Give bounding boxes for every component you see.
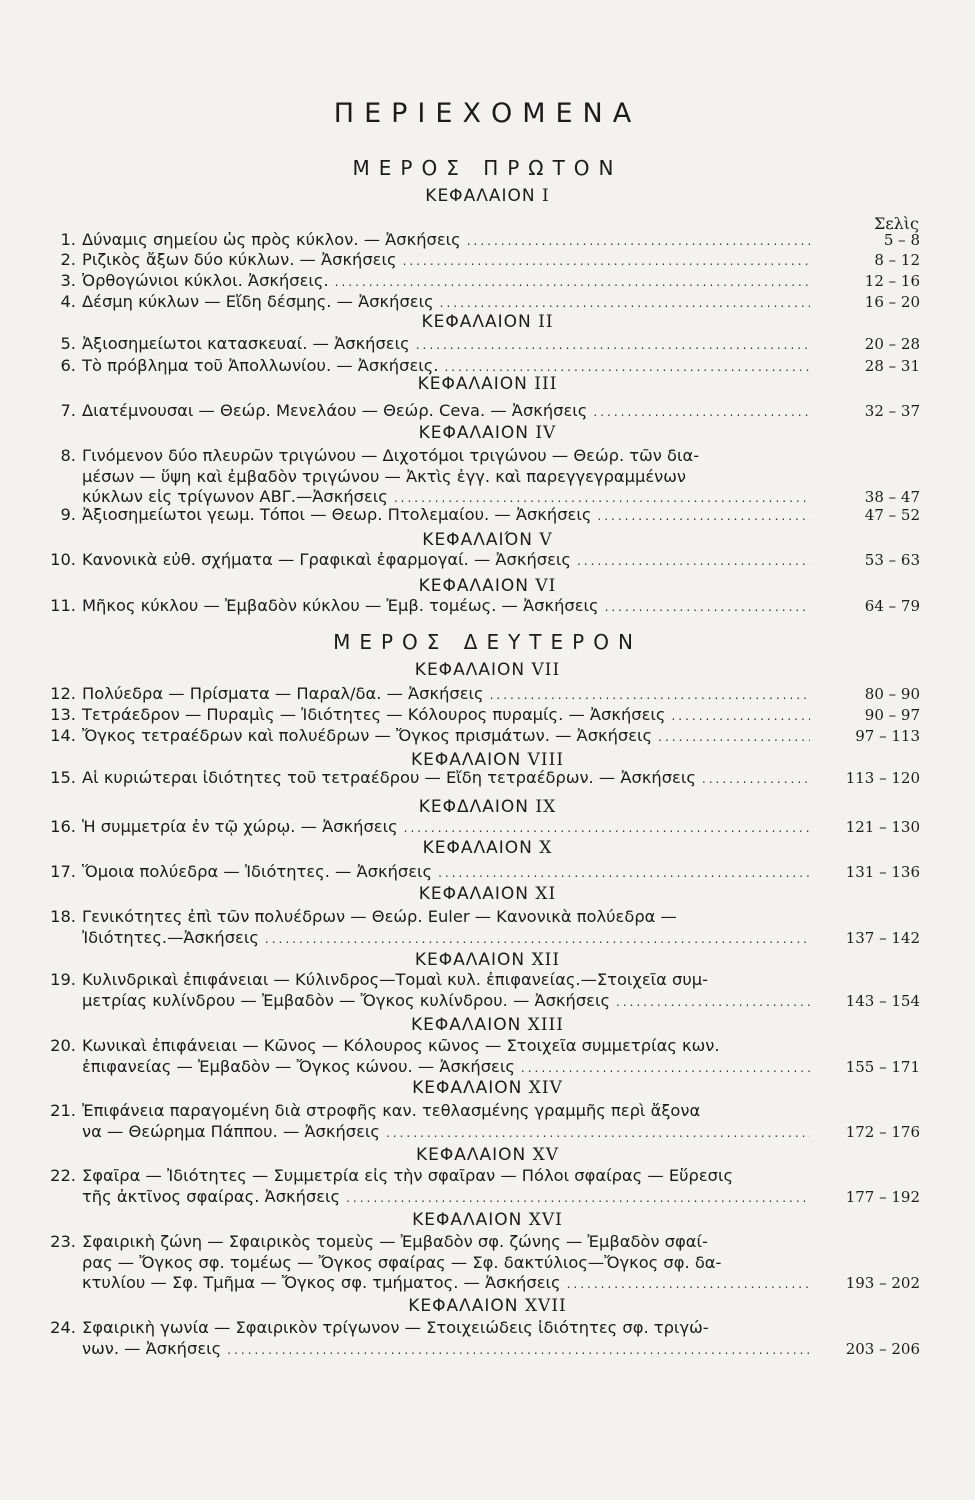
entry-number: 9.	[60, 505, 76, 524]
dot-leader	[438, 863, 810, 884]
chapter-heading	[0, 1145, 975, 1165]
dot-leader	[597, 506, 810, 527]
dot-leader	[416, 335, 810, 356]
chapter-label: ΚΕΦΑΛΑΙΟΝ	[411, 1015, 528, 1035]
dot-leader	[467, 231, 810, 252]
entry-text: κύκλων εἰς τρίγωνον ΑΒΓ.—Ἀσκήσεις	[82, 487, 388, 507]
entry-pages: 12 – 16	[864, 272, 920, 290]
entry-text: ἐπιφανείας — Ἐμβαδὸν — Ὄγκος κώνου. — Ἀσκήσεις	[82, 1056, 515, 1076]
chapter-heading	[0, 530, 975, 550]
chapter-roman-numeral: I	[541, 186, 550, 206]
toc-entry	[40, 1166, 920, 1207]
entry-number: 8.	[60, 446, 76, 465]
entry-pages: 16 – 20	[864, 293, 920, 311]
chapter-roman-numeral: IX	[535, 797, 557, 817]
entry-number: 20.	[50, 1036, 76, 1055]
entry-text: Ἀξιοσημείωτοι κατασκευαί. — Ἀσκήσεις	[82, 334, 410, 353]
chapter-roman-numeral: XIV	[528, 1078, 563, 1098]
toc-entry	[40, 907, 920, 948]
chapter-roman-numeral: XV	[532, 1145, 560, 1165]
entry-pages: 5 – 8	[883, 231, 920, 249]
entry-text: κτυλίου — Σφ. Τμῆμα — Ὄγκος σφ. τμήματος. — Ἀσκήσεις	[82, 1273, 561, 1293]
toc-entry	[40, 356, 920, 377]
chapter-heading	[0, 797, 975, 817]
entry-pages: 177 – 192	[845, 1187, 920, 1206]
entry-number: 18.	[50, 907, 76, 926]
toc-entry	[40, 817, 920, 838]
entry-pages: 113 – 120	[845, 769, 920, 787]
toc-entry	[40, 768, 920, 789]
dot-leader	[346, 1188, 810, 1209]
entry-number: 12.	[50, 684, 76, 703]
entry-text: Δέσμη κύκλων — Εἴδη δέσμης. — Ἀσκήσεις	[82, 292, 434, 311]
chapter-label: ΚΕΦΔΛΑΙΟΝ	[418, 797, 536, 817]
chapter-roman-numeral: XVII	[524, 1296, 567, 1316]
entry-pages: 155 – 171	[845, 1057, 920, 1076]
dot-leader	[593, 402, 810, 423]
chapter-heading	[0, 186, 975, 206]
entry-text: Γινόμενον δύο πλευρῶν τριγώνου — Διχοτόμοι τριγώνου — Θεώρ. τῶν δια-	[82, 446, 700, 465]
dot-leader	[567, 1274, 810, 1295]
toc-entry	[40, 334, 920, 355]
entry-text: Κανονικὰ εὐθ. σχήματα — Γραφικαὶ ἐφαρμογαί. — Ἀσκήσεις	[82, 550, 571, 569]
toc-entry	[40, 1318, 920, 1359]
toc-entry	[40, 446, 920, 508]
toc-entry	[40, 970, 920, 1011]
chapter-heading	[0, 312, 975, 332]
entry-number: 22.	[50, 1166, 76, 1185]
dot-leader	[702, 769, 810, 790]
entry-text: Ἀξιοσημείωτοι γεωμ. Τόποι — Θεωρ. Πτολεμαίου. — Ἀσκήσεις	[82, 505, 592, 524]
entry-number: 24.	[50, 1318, 76, 1337]
entry-text: Διατέμνουσαι — Θεώρ. Μενελάου — Θεώρ. Ceva. — Ἀσκήσεις	[82, 401, 588, 420]
entry-number: 21.	[50, 1101, 76, 1120]
chapter-heading	[0, 423, 975, 443]
entry-text: Ὀρθογώνιοι κύκλοι. Ἀσκήσεις.	[82, 271, 329, 290]
toc-entry	[40, 1232, 920, 1294]
chapter-label: ΚΕΦΑΛΑΙΟΝ	[412, 1078, 529, 1098]
entry-pages: 38 – 47	[864, 488, 920, 507]
toc-entry	[40, 596, 920, 617]
entry-text: νων. — Ἀσκήσεις	[82, 1338, 222, 1358]
entry-number: 15.	[50, 768, 76, 787]
entry-number: 4.	[60, 292, 76, 311]
page-title: ΠΕΡΙΕΧΟΜΕΝΑ	[333, 98, 642, 129]
entry-number: 7.	[60, 401, 76, 420]
entry-text: Ἐπιφάνεια παραγομένη διὰ στροφῆς καν. τεθλασμένης γραμμῆς περὶ ἄξονα	[82, 1101, 701, 1120]
dot-leader	[265, 929, 810, 950]
entry-text: Σφαιρικὴ ζώνη — Σφαιρικὸς τομεὺς — Ἐμβαδὸν σφ. ζώνης — Ἐμβαδὸν σφαί-	[82, 1232, 708, 1251]
entry-pages: 28 – 31	[864, 357, 920, 375]
entry-text: Σφαῖρα — Ἰδιότητες — Συμμετρία εἰς τὴν σφαῖραν — Πόλοι σφαίρας — Εὕρεσις	[82, 1166, 734, 1185]
toc-entry	[40, 726, 920, 747]
entry-text: Κωνικαὶ ἐπιφάνειαι — Κῶνος — Κόλουρος κῶνος — Στοιχεῖα συμμετρίας κων.	[82, 1036, 720, 1055]
toc-entry	[40, 684, 920, 705]
chapter-heading	[0, 1015, 975, 1035]
entry-pages: 97 – 113	[855, 727, 920, 745]
chapter-roman-numeral: XII	[531, 950, 561, 970]
dot-leader	[490, 685, 810, 706]
dot-leader	[671, 706, 810, 727]
toc-entry	[40, 1036, 920, 1077]
entry-text: ρας — Ὄγκος σφ. τομέως — Ὄγκος σφαίρας — Σφ. δακτύλιος—Ὄγκος σφ. δα-	[82, 1252, 722, 1272]
entry-text: Αἱ κυριώτεραι ἰδιότητες τοῦ τετραέδρου — Εἴδη τετραέδρων. — Ἀσκήσεις	[82, 768, 696, 787]
dot-leader	[440, 293, 810, 314]
toc-entry	[40, 862, 920, 883]
chapter-label: ΚΕΦΑΛΑΙΟΝ	[414, 660, 532, 680]
entry-number: 1.	[60, 230, 76, 249]
chapter-roman-numeral: III	[534, 374, 558, 394]
chapter-roman-numeral: IV	[535, 423, 557, 443]
entry-text: Γενικότητες ἐπὶ τῶν πολυέδρων — Θεώρ. Euler — Κανονικὰ πολύεδρα —	[82, 907, 677, 926]
entry-text: Ὅμοια πολύεδρα — Ἰδιότητες. — Ἀσκήσεις	[82, 862, 433, 881]
toc-entry	[40, 230, 920, 251]
entry-number: 11.	[50, 596, 76, 615]
dot-leader	[404, 818, 810, 839]
entry-text: Ἡ συμμετρία ἐν τῷ χώρῳ. — Ἀσκήσεις	[82, 817, 398, 836]
chapter-heading	[0, 884, 975, 904]
entry-pages: 47 – 52	[864, 506, 920, 524]
chapter-heading	[0, 660, 975, 680]
entry-number: 5.	[60, 334, 76, 353]
entry-pages: 8 – 12	[874, 251, 920, 269]
entry-text: Ριζικὸς ἄξων δύο κύκλων. — Ἀσκήσεις	[82, 250, 397, 269]
entry-text: τῆς ἀκτῖνος σφαίρας. Ἀσκήσεις	[82, 1186, 341, 1206]
part-two-heading: ΜΕΡΟΣ ΔΕΥΤΕΡΟΝ	[333, 630, 642, 654]
chapter-label: ΚΕΦΑΛΑΙΟΝ	[417, 374, 535, 394]
entry-pages: 20 – 28	[864, 335, 920, 353]
toc-entry	[40, 1101, 920, 1142]
pages-column-header: Σελὶς	[874, 214, 919, 233]
entry-text: Μῆκος κύκλου — Ἐμβαδὸν κύκλου — Ἐμβ. τομέως. — Ἀσκήσεις	[82, 596, 599, 615]
chapter-label: ΚΕΦΑΛΑΙΟΝ	[418, 576, 536, 596]
chapter-label: ΚΕΦΑΛΑΙΟΝ	[422, 838, 540, 858]
entry-number: 14.	[50, 726, 76, 745]
entry-text: Κυλινδρικαὶ ἐπιφάνειαι — Κύλινδρος—Τομαὶ κυλ. ἐπιφανείας.—Στοιχεῖα συμ-	[82, 970, 709, 989]
toc-entry	[40, 292, 920, 313]
chapter-roman-numeral: VI	[535, 576, 557, 596]
chapter-roman-numeral: XVI	[528, 1210, 563, 1230]
entry-pages: 131 – 136	[845, 863, 920, 881]
chapter-label: ΚΕΦΑΛΑΙΌΝ	[422, 530, 540, 550]
chapter-label: ΚΕΦΑΛΑΙΟΝ	[418, 884, 536, 904]
chapter-roman-numeral: VIII	[527, 750, 565, 770]
dot-leader	[521, 1058, 810, 1079]
chapter-label: ΚΕΦΑΛΑΙΟΝ	[408, 1296, 525, 1316]
dot-leader	[335, 272, 810, 293]
entry-text: Σφαιρικὴ γωνία — Σφαιρικὸν τρίγωνον — Στοιχειώδεις ἰδιότητες σφ. τριγώ-	[82, 1318, 709, 1337]
chapter-heading	[0, 576, 975, 596]
chapter-label: ΚΕΦΑΛΑΙΟΝ	[418, 423, 536, 443]
entry-text: Πολύεδρα — Πρίσματα — Παραλ/δα. — Ἀσκήσεις	[82, 684, 484, 703]
chapter-roman-numeral: VII	[531, 660, 561, 680]
entry-number: 17.	[50, 862, 76, 881]
toc-entry	[40, 505, 920, 526]
chapter-heading	[0, 1296, 975, 1316]
dot-leader	[227, 1340, 810, 1361]
entry-text: να — Θεώρημα Πάππου. — Ἀσκήσεις	[82, 1121, 380, 1141]
chapter-roman-numeral: II	[538, 312, 554, 332]
chapter-roman-numeral: V	[539, 530, 553, 550]
entry-pages: 203 – 206	[845, 1339, 920, 1358]
entry-number: 2.	[60, 250, 76, 269]
part-one-heading: ΜΕΡΟΣ ΠΡΩΤΟΝ	[352, 156, 623, 180]
toc-entry	[40, 401, 920, 422]
chapter-label: ΚΕΦΑΛΑΙΟΝ	[425, 186, 542, 206]
chapter-heading	[0, 750, 975, 770]
chapter-heading	[0, 1078, 975, 1098]
chapter-heading	[0, 1210, 975, 1230]
entry-number: 19.	[50, 970, 76, 989]
dot-leader	[605, 597, 810, 618]
toc-entry	[40, 250, 920, 271]
chapter-roman-numeral: XIII	[527, 1015, 564, 1035]
toc-entry	[40, 271, 920, 292]
chapter-label: ΚΕΦΑΛΑΙΟΝ	[410, 750, 528, 770]
entry-pages: 172 – 176	[845, 1122, 920, 1141]
chapter-roman-numeral: XI	[535, 884, 557, 904]
entry-text: μετρίας κυλίνδρου — Ἐμβαδὸν — Ὄγκος κυλίνδρου. — Ἀσκήσεις	[82, 990, 611, 1010]
entry-pages: 53 – 63	[864, 551, 920, 569]
toc-entry	[40, 550, 920, 571]
entry-text: Ἰδιότητες.—Ἀσκήσεις	[82, 927, 259, 947]
entry-pages: 64 – 79	[864, 597, 920, 615]
dot-leader	[658, 727, 810, 748]
entry-number: 10.	[50, 550, 76, 569]
entry-pages: 121 – 130	[845, 818, 920, 836]
dot-leader	[386, 1123, 810, 1144]
entry-number: 23.	[50, 1232, 76, 1251]
entry-number: 13.	[50, 705, 76, 724]
dot-leader	[616, 992, 810, 1013]
chapter-heading	[0, 838, 975, 858]
entry-text: Τετράεδρον — Πυραμὶς — Ἰδιότητες — Κόλουρος πυραμίς. — Ἀσκήσεις	[82, 705, 666, 724]
entry-number: 16.	[50, 817, 76, 836]
entry-pages: 90 – 97	[864, 706, 920, 724]
chapter-roman-numeral: X	[539, 838, 553, 858]
entry-number: 3.	[60, 271, 76, 290]
entry-pages: 137 – 142	[845, 928, 920, 947]
entry-pages: 32 – 37	[864, 402, 920, 420]
entry-pages: 193 – 202	[845, 1274, 920, 1293]
chapter-label: ΚΕΦΑΛΑΙΟΝ	[415, 1145, 533, 1165]
toc-entry	[40, 705, 920, 726]
entry-pages: 80 – 90	[864, 685, 920, 703]
chapter-label: ΚΕΦΑΛΑΙΟΝ	[421, 312, 539, 332]
entry-text: Τὸ πρόβλημα τοῦ Ἀπολλωνίου. — Ἀσκήσεις.	[82, 356, 439, 375]
entry-text: Δύναμις σημείου ὡς πρὸς κύκλον. — Ἀσκήσεις	[82, 230, 461, 249]
entry-pages: 143 – 154	[845, 991, 920, 1010]
chapter-label: ΚΕΦΑΛΑΙΟΝ	[412, 1210, 529, 1230]
entry-number: 6.	[60, 356, 76, 375]
entry-text: Ὄγκος τετραέδρων καὶ πολυέδρων — Ὄγκος πρισμάτων. — Ἀσκήσεις	[82, 726, 653, 745]
entry-text: μέσων — ὕψη καὶ ἐμβαδὸν τριγώνου — Ἀκτὶς ἐγγ. καὶ παρεγγεγραμμένων	[82, 466, 686, 486]
dot-leader	[444, 357, 810, 378]
dot-leader	[403, 251, 810, 272]
dot-leader	[577, 551, 810, 572]
chapter-heading	[0, 950, 975, 970]
chapter-label: ΚΕΦΑΛΑΙΟΝ	[414, 950, 532, 970]
